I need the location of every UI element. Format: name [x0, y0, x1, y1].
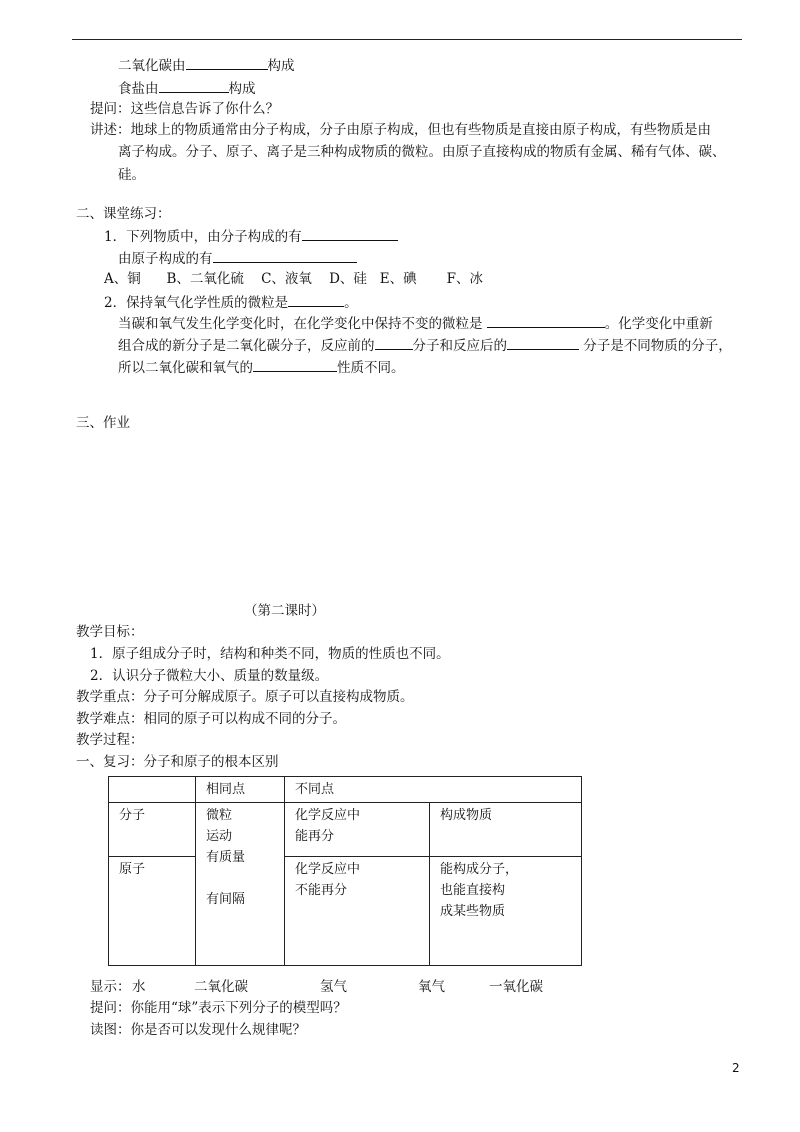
- q2-property-blank[interactable]: [253, 357, 337, 372]
- molecule-diff-2: 构成物质: [430, 803, 582, 857]
- molecule-co2: 二氧化碳: [194, 979, 248, 995]
- practice-q1-options: A、铜 B、二氧化硫 C、液氧 D、硅 E、碘 F、冰: [104, 271, 484, 287]
- goal-1: 1．原子组成分子时，结构和种类不同，物质的性质也不同。: [90, 646, 450, 662]
- header-rule: [72, 39, 742, 40]
- goals-label: 教学目标：: [76, 624, 144, 640]
- practice-q2: 2．保持氧气化学性质的微粒是 。: [104, 292, 358, 312]
- header-same: 相同点: [196, 777, 285, 803]
- salt-composition-line: 食盐由 构成: [118, 78, 256, 98]
- molecule-atom-table: [108, 776, 582, 966]
- same-item: 有间隔: [206, 892, 246, 907]
- review-heading: 一、复习：分子和原子的根本区别: [76, 754, 279, 770]
- lecture-line-1: 讲述：地球上的物质通常由分子构成，分子由原子构成，但也有些物质是直接由原子构成，有些物质是由: [90, 122, 711, 138]
- molecule-oxygen: 氧气: [418, 979, 445, 995]
- goal-2: 2．认识分子微粒大小、质量的数量级。: [90, 668, 329, 684]
- same-item: 有质量: [206, 850, 246, 865]
- display-label: 显示：: [90, 979, 131, 995]
- atom-diff-2: 能构成分子， 也能直接构 成某些物质: [430, 857, 582, 966]
- practice-q2-line3: 所以二氧化碳和氧气的 性质不同。: [118, 357, 405, 377]
- q2-after-blank[interactable]: [507, 335, 579, 350]
- lesson2-title: （第二课时）: [244, 603, 325, 619]
- q1-molecule-blank[interactable]: [302, 226, 398, 241]
- co2-composition-line: 二氧化碳由 构成: [118, 55, 295, 75]
- page-number: 2: [732, 1061, 740, 1075]
- co2-blank[interactable]: [186, 55, 268, 70]
- table-corner: [109, 777, 196, 803]
- ask-line: 提问：你能用“球”表示下列分子的模型吗？: [90, 1000, 347, 1016]
- q1-atom-blank[interactable]: [213, 248, 357, 263]
- process-label: 教学过程：: [76, 732, 144, 748]
- q2-before-blank[interactable]: [375, 335, 413, 350]
- read-line: 读图：你是否可以发现什么规律呢？: [90, 1022, 306, 1038]
- same-item: 微粒: [206, 808, 233, 823]
- molecule-co: 一氧化碳: [489, 979, 543, 995]
- difficulty: 教学难点：相同的原子可以构成不同的分子。: [76, 711, 346, 727]
- atom-diff-1: 化学反应中 不能再分: [285, 857, 430, 966]
- practice-q2-line1: 当碳和氧气发生化学变化时，在化学变化中保持不变的微粒是 。化学变化中重新: [118, 313, 713, 333]
- row-label-atom: 原子: [109, 857, 196, 966]
- same-item: 运动: [206, 829, 233, 844]
- practice-heading: 二、课堂练习：: [76, 206, 171, 222]
- q2-unchanged-blank[interactable]: [487, 313, 605, 328]
- molecule-hydrogen: 氢气: [320, 979, 347, 995]
- molecule-water: 水: [132, 979, 146, 995]
- practice-q2-line2: 组合成的新分子是二氧化碳分子，反应前的 分子和反应后的 分子是不同物质的分子，: [118, 335, 732, 355]
- practice-q1: 1．下列物质中，由分子构成的有: [104, 226, 398, 246]
- header-diff: 不同点: [285, 777, 582, 803]
- homework-heading: 三、作业: [76, 415, 130, 431]
- lecture-line-2: 离子构成。分子、原子、离子是三种构成物质的微粒。由原子直接构成的物质有金属、稀有气体、碳、: [118, 144, 726, 160]
- same-cell: [196, 803, 285, 966]
- molecule-diff-1: 化学反应中 能再分: [285, 803, 430, 857]
- row-label-molecule: 分子: [109, 803, 196, 857]
- practice-q1-atoms: 由原子构成的有: [118, 248, 357, 268]
- q2-particle-blank[interactable]: [288, 292, 344, 307]
- salt-blank[interactable]: [159, 78, 229, 93]
- question-line: 提问：这些信息告诉了你什么？: [90, 101, 279, 117]
- lecture-line-3: 硅。: [118, 167, 145, 183]
- key-point: 教学重点：分子可分解成原子。原子可以直接构成物质。: [76, 689, 414, 705]
